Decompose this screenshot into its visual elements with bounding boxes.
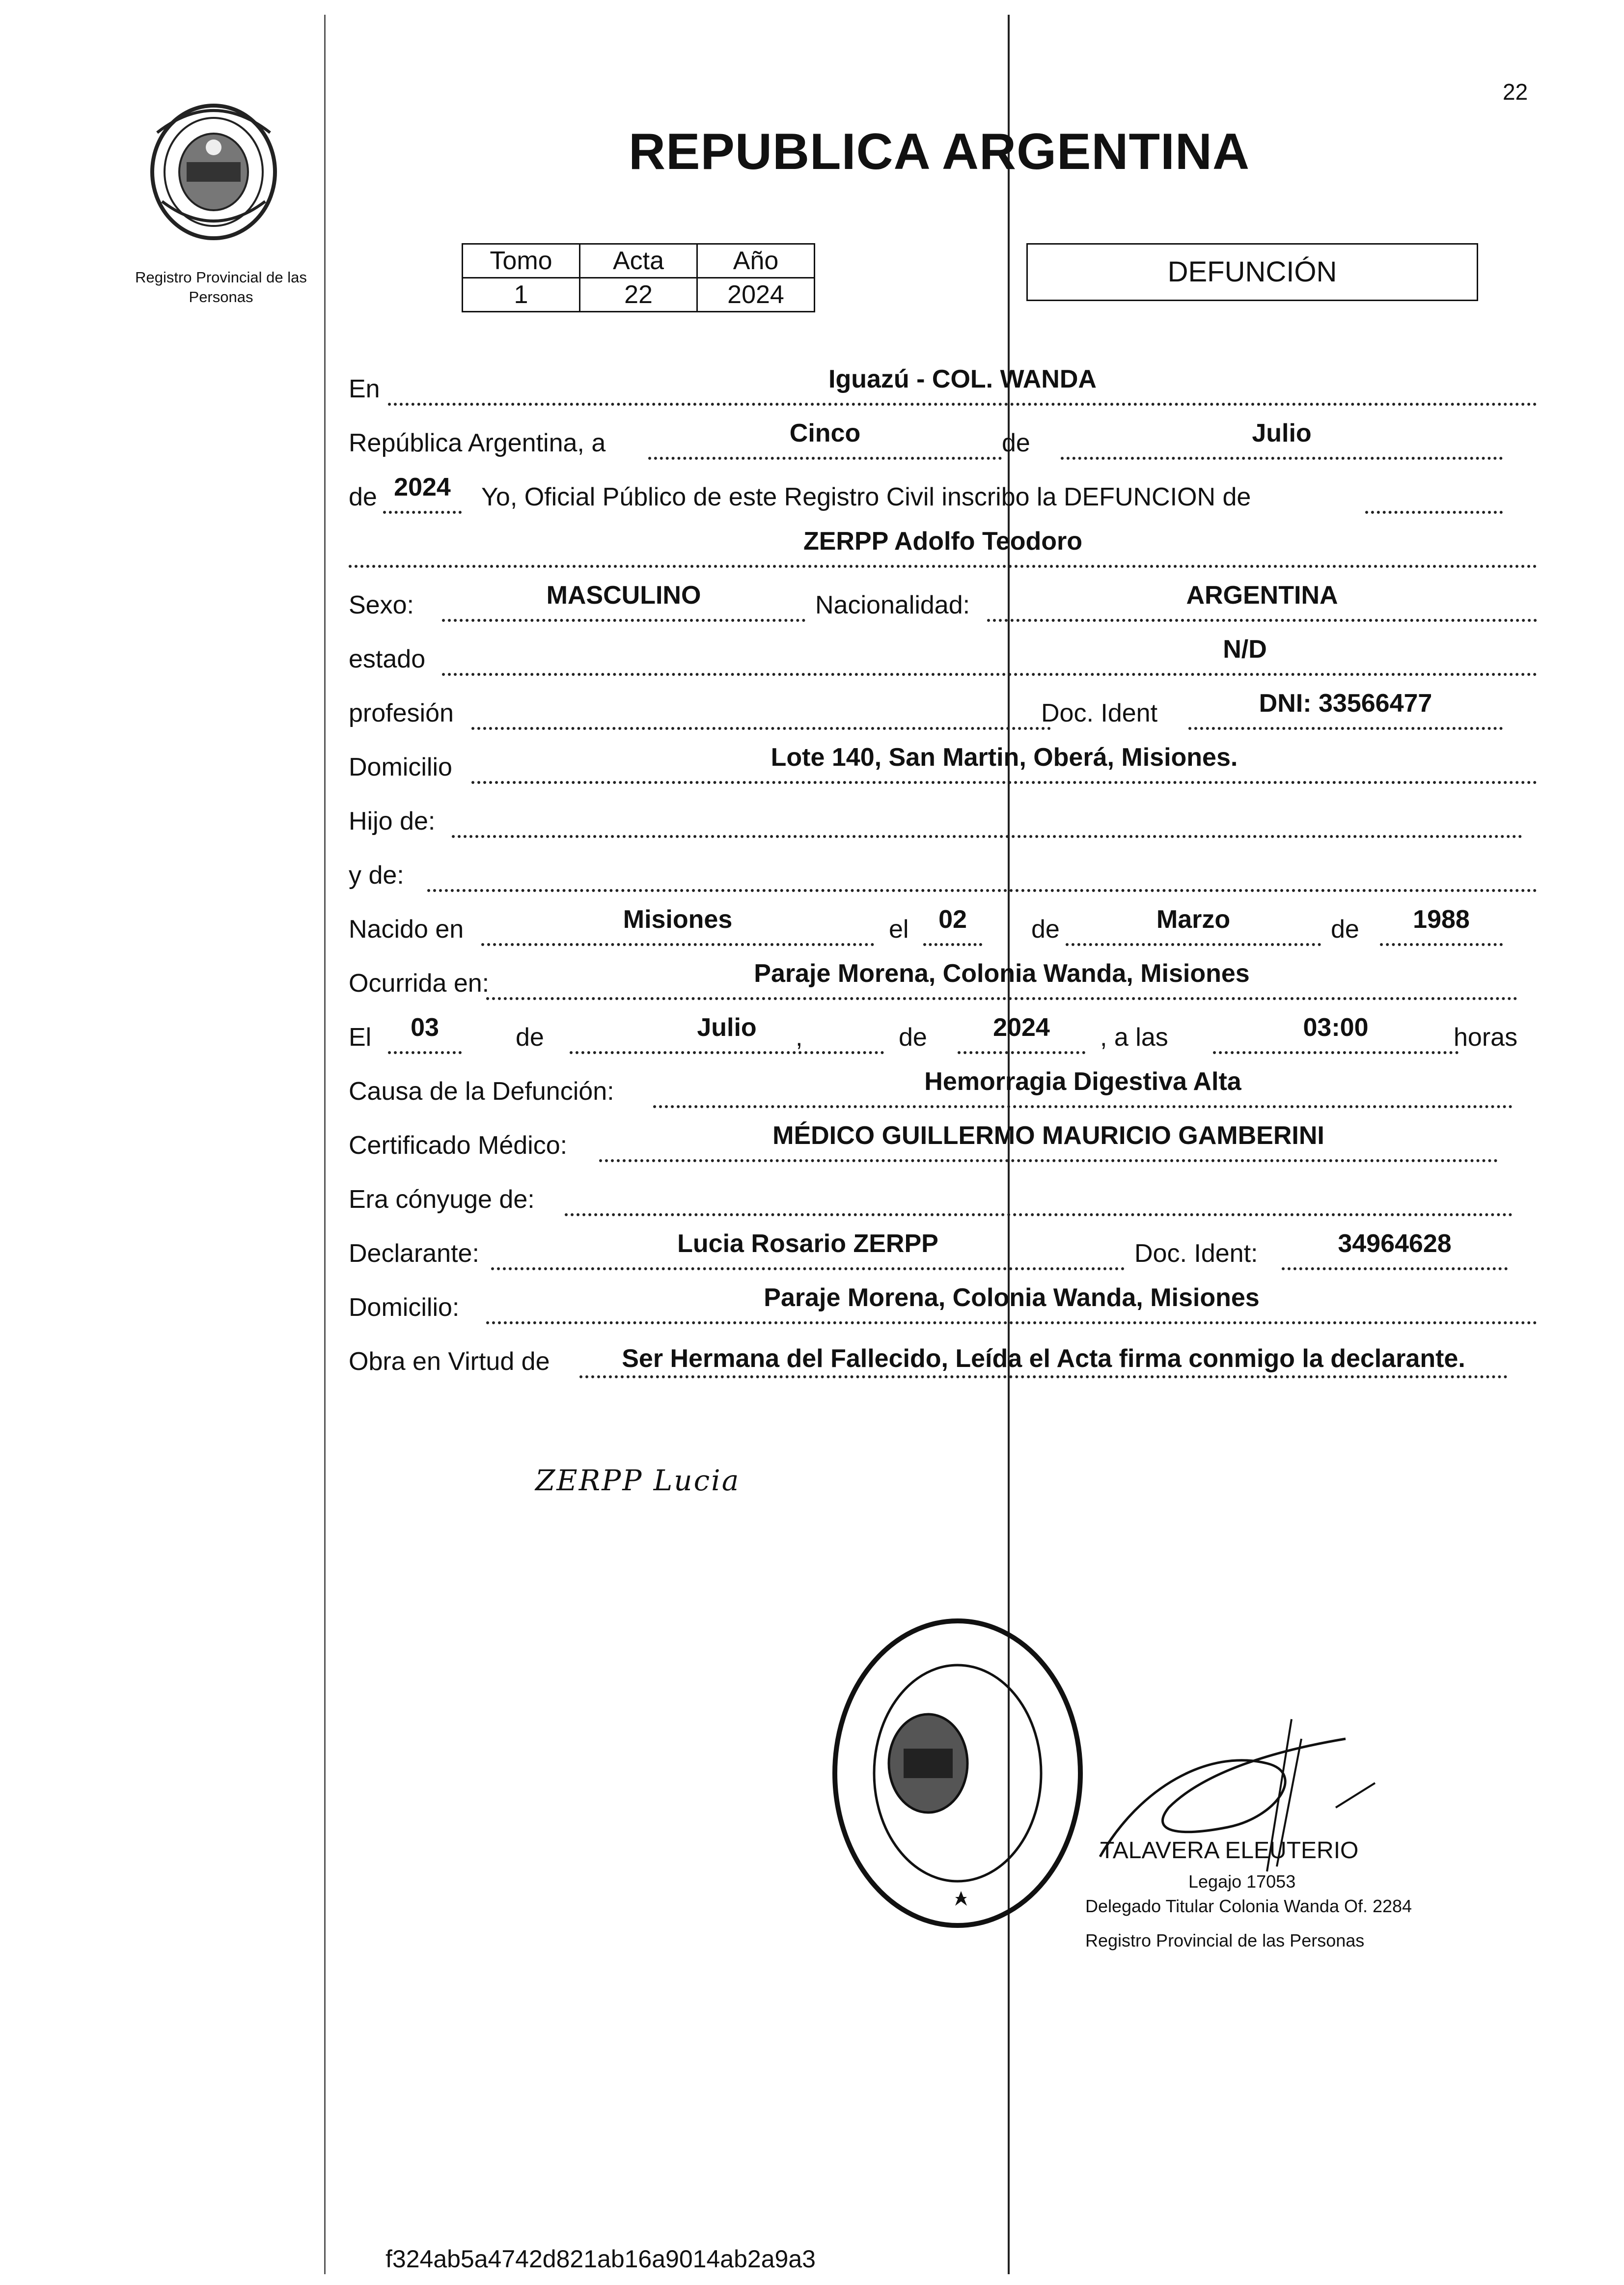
value-declarante: Lucia Rosario ZERPP (677, 1229, 938, 1258)
row-nombre (344, 527, 1542, 570)
label-nacido-en: Nacido en (349, 915, 464, 944)
label-inscribo: Yo, Oficial Público de este Registro Civil inscribo la DEFUNCION de (481, 483, 1251, 511)
field-certificado (599, 1121, 1498, 1162)
value-estado: N/D (1223, 635, 1267, 664)
value-nacido-anio: 1988 (1413, 905, 1470, 934)
field-anio (383, 473, 462, 514)
field-hijo-de (452, 808, 1522, 838)
value-nacido-lugar: Misiones (623, 905, 733, 934)
value-doc-ident: DNI: 33566477 (1259, 689, 1432, 718)
label-de-5: de (516, 1023, 544, 1052)
value-causa: Hemorragia Digestiva Alta (924, 1067, 1241, 1096)
official-name: TALAVERA ELEUTERIO (1100, 1838, 1359, 1864)
page-number: 22 (1503, 79, 1528, 105)
label-comma: , (796, 1023, 803, 1052)
label-a-las: , a las (1100, 1023, 1168, 1052)
label-de-3: de (1031, 915, 1060, 944)
row-conyuge (344, 1185, 1542, 1218)
field-dia-texto (648, 419, 1002, 460)
label-causa: Causa de la Defunción: (349, 1077, 614, 1106)
label-doc-ident: Doc. Ident (1041, 699, 1158, 727)
row-fecha-defuncion (344, 1013, 1542, 1056)
field-def-hora (1213, 1013, 1459, 1054)
value-nombre: ZERPP Adolfo Teodoro (803, 527, 1083, 556)
field-declarante (491, 1229, 1125, 1270)
value-domicilio: Lote 140, San Martin, Oberá, Misiones. (771, 743, 1238, 772)
label-conyuge: Era cónyuge de: (349, 1185, 535, 1214)
label-domicilio: Domicilio (349, 753, 452, 781)
field-causa (653, 1067, 1513, 1108)
row-profesion (344, 689, 1542, 732)
row-anio (344, 473, 1542, 516)
row-obra (344, 1344, 1542, 1380)
ref-header-anio: Año (697, 244, 815, 278)
field-declarante-domicilio (486, 1283, 1537, 1324)
row-domicilio (344, 743, 1542, 786)
field-conyuge (565, 1186, 1513, 1216)
field-nacido-dia (923, 905, 982, 946)
field-obra (579, 1344, 1508, 1378)
document-hash: f324ab5a4742d821ab16a9014ab2a9a3 (385, 2245, 816, 2273)
row-y-de (344, 861, 1542, 894)
value-def-hora: 03:00 (1303, 1013, 1369, 1042)
label-el: el (889, 915, 909, 944)
field-nacionalidad (987, 581, 1537, 622)
label-el-cap: El (349, 1023, 372, 1052)
value-sexo: MASCULINO (546, 581, 701, 610)
row-sexo (344, 581, 1542, 624)
field-def-mes (570, 1013, 884, 1054)
field-nacido-lugar (481, 905, 874, 946)
row-nacido (344, 905, 1542, 948)
label-nacionalidad: Nacionalidad: (815, 591, 970, 619)
declarant-signature: ZERPP Lucia (535, 1464, 741, 1497)
field-declarante-doc (1282, 1229, 1508, 1270)
field-nacido-mes (1066, 905, 1321, 946)
field-inscribo-tail (1365, 483, 1503, 514)
field-y-de (427, 862, 1537, 892)
row-causa (344, 1067, 1542, 1110)
label-de-1: de (1002, 429, 1030, 457)
label-certificado: Certificado Médico: (349, 1131, 568, 1160)
label-doc-ident-2: Doc. Ident: (1134, 1239, 1258, 1268)
row-hijo-de (344, 807, 1542, 840)
label-estado: estado (349, 645, 426, 673)
field-estado (442, 635, 1537, 676)
record-type-box: DEFUNCIÓN (1026, 243, 1478, 301)
value-nacido-dia: 02 (938, 905, 967, 934)
label-republica: República Argentina, a (349, 429, 606, 457)
issuer-name: Registro Provincial de las Personas (135, 269, 307, 306)
field-nombre (349, 527, 1537, 568)
label-de-2: de (349, 483, 377, 511)
label-de-4: de (1331, 915, 1359, 944)
label-sexo: Sexo: (349, 591, 414, 619)
label-de-6: de (899, 1023, 927, 1052)
value-mes-texto: Julio (1252, 419, 1312, 447)
field-mes-texto (1061, 419, 1503, 460)
official-stamp (830, 1616, 1085, 1930)
province-seal-logo (142, 98, 285, 246)
value-def-mes: Julio (697, 1013, 757, 1042)
value-anio: 2024 (394, 473, 451, 502)
value-obra: Ser Hermana del Fallecido, Leída el Acta firma conmigo la declarante. (622, 1344, 1465, 1373)
row-estado (344, 635, 1542, 678)
value-declarante-doc: 34964628 (1338, 1229, 1452, 1258)
country-title: REPUBLICA ARGENTINA (629, 123, 1250, 180)
value-nacido-mes: Marzo (1156, 905, 1231, 934)
label-en: En (349, 375, 380, 403)
field-lugar (388, 365, 1537, 406)
value-nacionalidad: ARGENTINA (1186, 581, 1338, 610)
row-declarante (344, 1229, 1542, 1272)
label-horas: horas (1454, 1023, 1518, 1052)
label-hijo-de: Hijo de: (349, 807, 436, 836)
row-certificado (344, 1121, 1542, 1164)
field-nacido-anio (1380, 905, 1503, 946)
ref-header-acta: Acta (580, 244, 697, 278)
value-ocurrida-en: Paraje Morena, Colonia Wanda, Misiones (754, 959, 1250, 988)
label-domicilio-2: Domicilio: (349, 1293, 460, 1322)
official-organismo: Registro Provincial de las Personas (1085, 1930, 1365, 1951)
row-fecha (344, 419, 1542, 462)
value-declarante-domicilio: Paraje Morena, Colonia Wanda, Misiones (764, 1283, 1260, 1312)
label-obra: Obra en Virtud de (349, 1347, 550, 1376)
label-ocurrida-en: Ocurrida en: (349, 969, 490, 998)
label-y-de: y de: (349, 861, 404, 890)
value-def-anio: 2024 (993, 1013, 1050, 1042)
row-ocurrida (344, 959, 1542, 1002)
left-margin-line (324, 15, 326, 2274)
ref-value-tomo: 1 (463, 278, 580, 312)
value-certificado: MÉDICO GUILLERMO MAURICIO GAMBERINI (772, 1121, 1324, 1150)
field-def-anio (958, 1013, 1085, 1054)
label-declarante: Declarante: (349, 1239, 479, 1268)
value-def-dia: 03 (411, 1013, 439, 1042)
label-profesion: profesión (349, 699, 454, 727)
field-domicilio (471, 743, 1537, 784)
value-lugar: Iguazú - COL. WANDA (828, 365, 1097, 393)
value-dia-texto: Cinco (789, 419, 861, 447)
ref-header-tomo: Tomo (463, 244, 580, 278)
ref-value-acta: 22 (580, 278, 697, 312)
row-lugar (344, 365, 1542, 408)
field-sexo (442, 581, 805, 622)
official-cargo: Delegado Titular Colonia Wanda Of. 2284 (1085, 1896, 1412, 1916)
row-domicilio-2 (344, 1283, 1542, 1326)
field-ocurrida-en (486, 959, 1517, 1000)
ref-value-anio: 2024 (697, 278, 815, 312)
official-legajo: Legajo 17053 (1188, 1871, 1296, 1892)
reference-table (462, 243, 815, 312)
field-doc-ident (1188, 689, 1503, 730)
field-def-dia (388, 1013, 462, 1054)
field-profesion (471, 699, 1051, 730)
